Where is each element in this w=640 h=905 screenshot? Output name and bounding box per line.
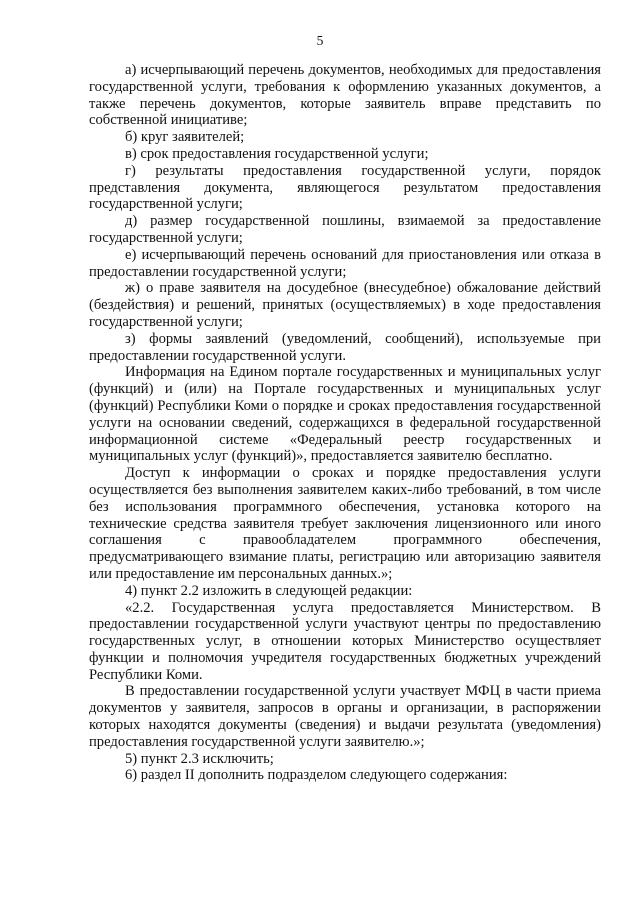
paragraph-item-v: в) срок предоставления государственной услуги; (125, 145, 429, 162)
document-body (89, 62, 601, 784)
paragraph-item-b: б) круг заявителей; (125, 129, 245, 146)
paragraph-item-e: е) исчерпывающий перечень оснований для приостановления или отказа в предоставлении государственной услуги; (89, 246, 601, 280)
paragraph-item-g: г) результаты предоставления государственной услуги, порядок представления документа, являющегося результатом предоставления государственной услуги; (89, 162, 601, 213)
paragraph-access-info: Доступ к информации о сроках и порядке предоставления услуги осуществляется без выполнения заявителем каких-либо требований, в том числе без использования программного обеспечения, установка которого на технические средства заявителя требует заключения лицензионного или иного соглашения с правообладателем программного обеспечения, предусматривающего взимание платы, регистрацию или авторизацию заявителя или предоставление им персональных данных.»; (89, 465, 601, 582)
paragraph-info-portal: Информация на Едином портале государственных и муниципальных услуг (функций) и (или) на Портале государственных и муниципальных услуг (функций) Республики Коми о порядке и сроках предоставления государственной услуги на основании сведений, содержащихся в федеральной государственной информационной системе «Федеральный реестр государственных и муниципальных услуг (функций)», предоставляется заявителю бесплатно. (89, 364, 601, 465)
paragraph-mfc: В предоставлении государственной услуги участвует МФЦ в части приема документов у заявителя, запросов в органы и организации, в распоряжении которых находятся документы (сведения) и выдачи результата (уведомления) предоставления государственной услуги заявителю.»; (89, 683, 601, 750)
paragraph-item-a: а) исчерпывающий перечень документов, необходимых для предоставления государственной услуги, требования к оформлению указанных документов, а также перечень документов, которые заявитель вправе представить по собственной инициативе; (89, 62, 601, 129)
paragraph-2-2: «2.2. Государственная услуга предоставляется Министерством. В предоставлении государственной услуги участвуют центры по предоставлению государственных услуг, в отношении которых Министерство осуществляет функции и полномочия учредителя государственных бюджетных учреждений Республики Коми. (89, 599, 601, 683)
paragraph-point-6: 6) раздел II дополнить подразделом следующего содержания: (125, 767, 508, 784)
paragraph-item-d: д) размер государственной пошлины, взимаемой за предоставление государственной услуги; (89, 213, 601, 246)
paragraph-item-z: з) формы заявлений (уведомлений, сообщений), используемые при предоставлении государственной услуги. (89, 330, 601, 364)
paragraph-point-4: 4) пункт 2.2 изложить в следующей редакции: (125, 582, 413, 599)
paragraph-point-5: 5) пункт 2.3 исключить; (125, 750, 274, 767)
page-number: 5 (316, 33, 324, 48)
paragraph-item-zh: ж) о праве заявителя на досудебное (внесудебное) обжалование действий (бездействия) и решений, принятых (осуществляемых) в ходе предоставления государственной услуги; (89, 280, 601, 330)
